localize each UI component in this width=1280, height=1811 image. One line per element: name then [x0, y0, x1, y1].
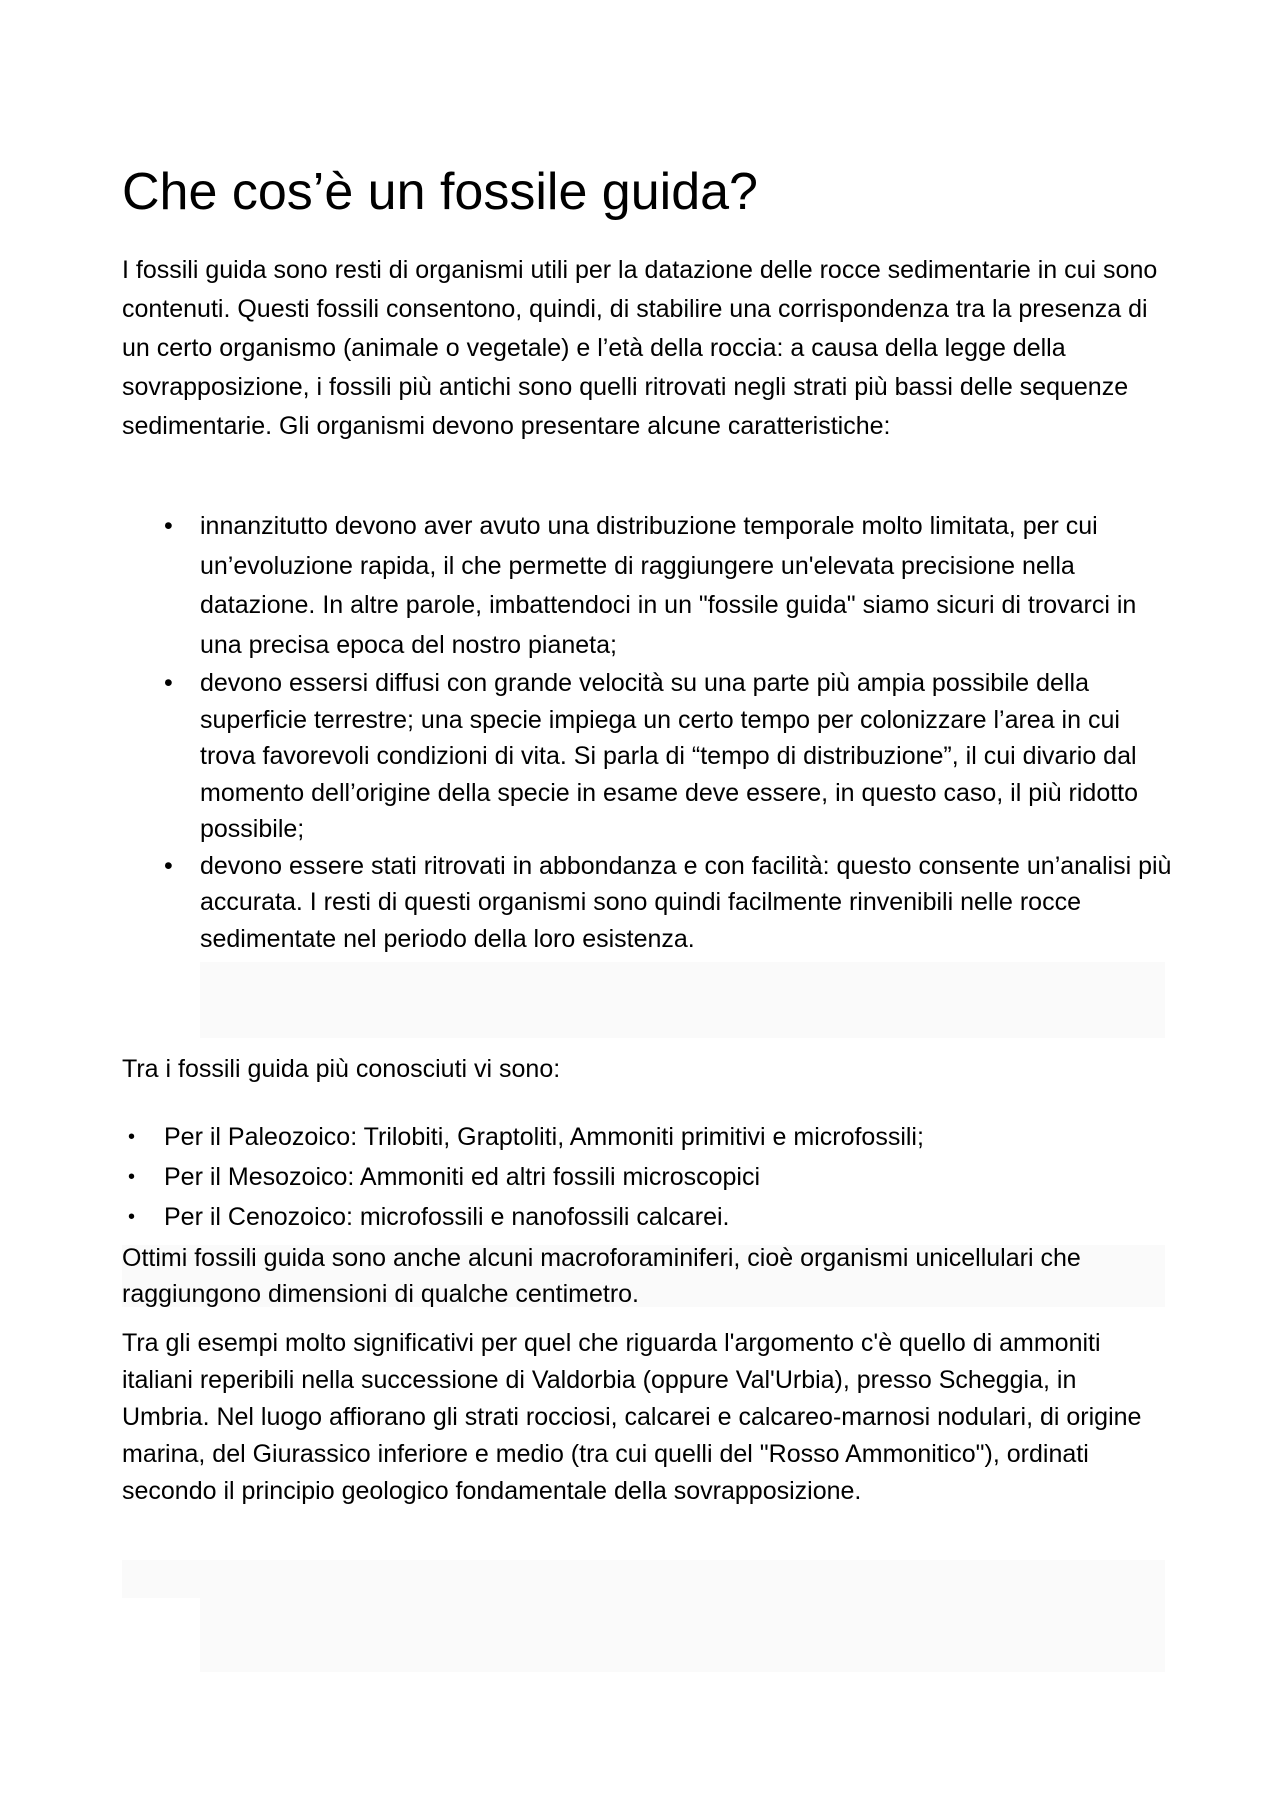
known-fossils-list — [122, 1117, 1172, 1237]
example-paragraph: Tra gli esempi molto significativi per quel che riguarda l'argomento c'è quello di ammoniti italiani reperibili nella successione di Valdorbia (oppure Val'Urbia), presso Scheggia, in Umbria. Nel luogo affiorano gli strati rocciosi, calcarei e calcareo-marnosi nodulari, di origine marina, del Giurassico inferiore e medio (tra cui quelli del "Rosso Ammonitico"), ordinati secondo il principio geologico fondamentale della sovrapposizione. — [122, 1329, 1142, 1505]
bullet-icon: • — [128, 1166, 136, 1188]
list-item — [122, 507, 1172, 665]
macroforaminiferi-paragraph: Ottimi fossili guida sono anche alcuni macroforaminiferi, cioè organismi unicellulari che raggiungono dimensioni di qualche centimetro. — [122, 1244, 1081, 1308]
list-item-text: devono essersi diffusi con grande velocità su una parte più ampia possibile della superficie terrestre; una specie impiega un certo tempo per colonizzare l’area in cui trova favorevoli condizioni di vita. Si parla di “tempo di distribuzione”, il cui divario dal momento dell’origine della specie in esame deve essere, in questo caso, il più ridotto possibile; — [200, 669, 1139, 843]
bullet-icon: • — [164, 851, 173, 880]
shaded-block — [200, 1596, 1165, 1672]
list-item — [122, 665, 1172, 848]
known-fossils-intro: Tra i fossili guida più conosciuti vi sono: — [122, 1055, 561, 1083]
list-item — [122, 1117, 1172, 1157]
list-item-text: innanzitutto devono aver avuto una distribuzione temporale molto limitata, per cui un’evoluzione rapida, il che permette di raggiungere un'elevata precisione nella datazione. In altre parole, imbattendoci in un "fossile guida" siamo sicuri di trovarci in una precisa epoca del nostro pianeta; — [200, 512, 1137, 659]
shaded-block — [122, 1560, 1165, 1598]
list-item — [122, 848, 1172, 958]
list-item-text: Per il Cenozoico: microfossili e nanofossili calcarei. — [164, 1203, 730, 1231]
bullet-icon: • — [128, 1126, 136, 1148]
shaded-block — [200, 962, 1165, 1038]
list-item-text: devono essere stati ritrovati in abbondanza e con facilità: questo consente un’analisi più accurata. I resti di questi organismi sono quindi facilmente rinvenibili nelle rocce sedimentate nel periodo della loro esistenza. — [200, 851, 1172, 953]
bullet-icon: • — [164, 669, 173, 697]
list-item-text: Per il Mesozoico: Ammoniti ed altri fossili microscopici — [164, 1163, 761, 1191]
bullet-icon: • — [128, 1206, 136, 1228]
list-item — [122, 1157, 1172, 1197]
intro-paragraph: I fossili guida sono resti di organismi utili per la datazione delle rocce sedimentarie in cui sono contenuti. Questi fossili consentono, quindi, di stabilire una corrispondenza tra la presenza di un certo organismo (animale o vegetale) e l’età della roccia: a causa della legge della sovrapposizione, i fossili più antichi sono quelli ritrovati negli strati più bassi delle sequenze sedimentarie. Gli organismi devono presentare alcune caratteristiche: — [122, 256, 1158, 440]
bullet-icon: • — [164, 512, 173, 540]
list-item — [122, 1197, 1172, 1237]
list-item-text: Per il Paleozoico: Trilobiti, Graptoliti, Ammoniti primitivi e microfossili; — [164, 1123, 924, 1151]
page-title: Che cos’è un fossile guida? — [122, 163, 758, 221]
characteristics-list — [122, 507, 1172, 957]
